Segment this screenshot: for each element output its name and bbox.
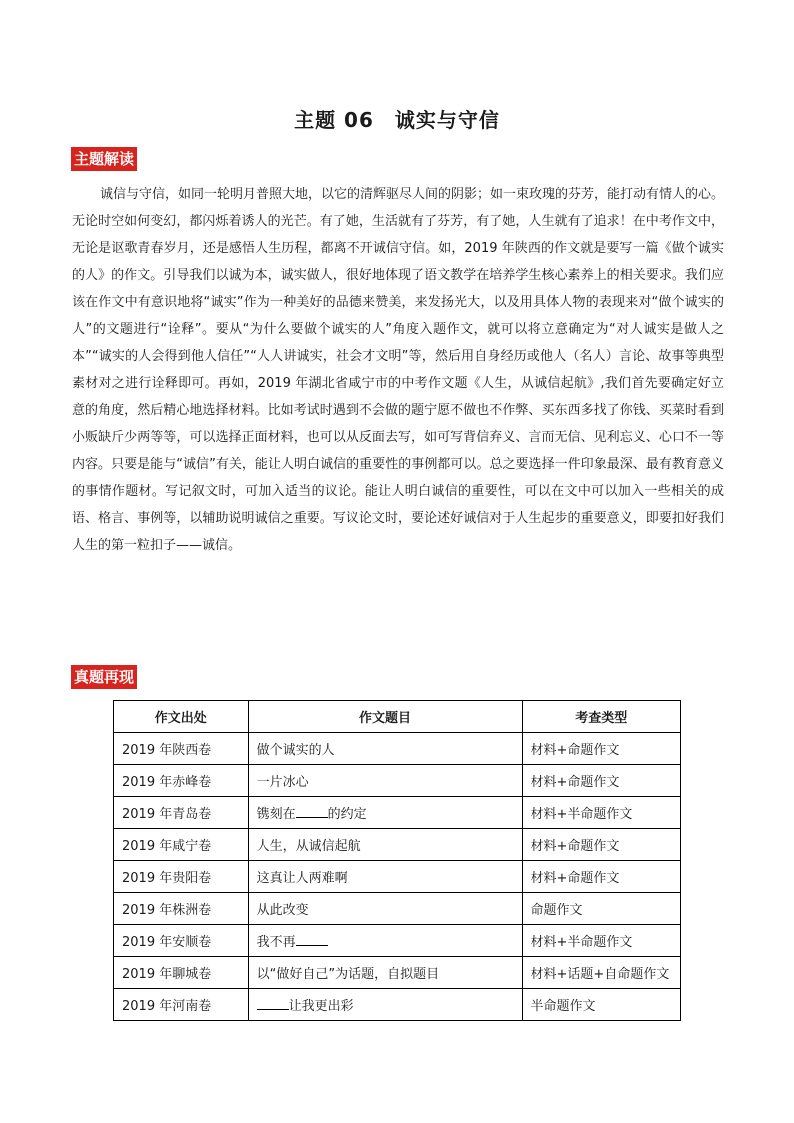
cell-source: 2019 年聊城卷: [114, 957, 249, 989]
table-body: [114, 733, 681, 1021]
cell-topic: [248, 733, 522, 765]
header-source: 作文出处: [114, 701, 249, 733]
cell-source: 2019 年河南卷: [114, 989, 249, 1021]
topic-text-before: 从此改变: [256, 903, 309, 918]
topic-text-before: 以“做好自己”为话题，自拟题目: [256, 967, 440, 982]
cell-source: 2019 年株洲卷: [114, 893, 249, 925]
table-row: [114, 989, 681, 1021]
topic-text-before: 镌刻在: [256, 807, 296, 822]
fill-in-blank: [257, 997, 289, 1010]
cell-source: 2019 年青岛卷: [114, 797, 249, 829]
section-label-exam: 真题再现: [71, 665, 137, 689]
cell-type: 材料+命题作文: [522, 861, 680, 893]
cell-topic: [248, 797, 522, 829]
cell-type: 材料+命题作文: [522, 733, 680, 765]
cell-topic: [248, 957, 522, 989]
header-type: 考查类型: [522, 701, 680, 733]
cell-source: 2019 年贵阳卷: [114, 861, 249, 893]
interpretation-paragraph: 诚信与守信，如同一轮明月普照大地，以它的清辉驱尽人间的阴影；如一束玫瑰的芬芳，能打动有情人的心。无论时空如何变幻，都闪烁着诱人的光芒。有了她，生活就有了芬芳，有了她，人生就有了追求！在中考作文中，无论是讴歌青春岁月，还是感悟人生历程，都离不开诚信守信。如，2019 年陕西的作文就是要写一篇《做个诚实的人》的作文。引导我们以诚为本，诚实做人，很好地体现了语文教学在培养学生核心素养上的相关要求。我们应该在作文中有意识地将“诚实”作为一种美好的品德来赞美，来发扬光大，以及用具体人物的表现来对“做个诚实的人”的文题进行“诠释”。要从“为什么要做个诚实的人”角度入题作文，就可以将立意确定为“对人诚实是做人之本”“诚实的人会得到他人信任”“人人讲诚实，社会才文明”等，然后用自身经历或他人（名人）言论、故事等典型素材对之进行诠释即可。再如，2019 年湖北省咸宁市的中考作文题《人生，从诚信起航》,我们首先要确定好立意的角度，然后精心地选择材料。比如考试时遇到不会做的题宁愿不做也不作弊、买东西多找了你钱、买菜时看到小贩缺斤少两等等，可以选择正面材料，也可以从反面去写，如可写背信弃义、言而无信、见利忘义、心口不一等内容。只要是能与“诚信”有关，能让人明白诚信的重要性的事例都可以。总之要选择一件印象最深、最有教育意义的事情作题材。写记叙文时，可加入适当的议论。能让人明白诚信的重要性，可以在文中可以加入一些相关的成语、格言、事例等，以辅助说明诚信之重要。写议论文时，要论述好诚信对于人生起步的重要意义，即要扣好我们人生的第一粒扣子——诚信。: [72, 187, 725, 553]
fill-in-blank: [296, 805, 328, 818]
table-row: [114, 797, 681, 829]
cell-topic: [248, 925, 522, 957]
cell-type: 材料+半命题作文: [522, 925, 680, 957]
cell-topic: [248, 861, 522, 893]
cell-type: 材料+半命题作文: [522, 797, 680, 829]
table-row: [114, 861, 681, 893]
header-topic: 作文题目: [248, 701, 522, 733]
table-row: [114, 893, 681, 925]
cell-topic: [248, 765, 522, 797]
topic-text-before: 我不再: [256, 935, 296, 950]
table-row: [114, 733, 681, 765]
cell-type: 材料+命题作文: [522, 765, 680, 797]
fill-in-blank: [296, 933, 328, 946]
cell-source: 2019 年咸宁卷: [114, 829, 249, 861]
table-row: [114, 957, 681, 989]
cell-type: 材料+命题作文: [522, 829, 680, 861]
cell-source: 2019 年赤峰卷: [114, 765, 249, 797]
topic-text-before: 人生，从诚信起航: [256, 839, 361, 854]
cell-topic: [248, 989, 522, 1021]
cell-type: 命题作文: [522, 893, 680, 925]
topic-text-after: 让我更出彩: [288, 999, 354, 1014]
cell-source: 2019 年陕西卷: [114, 733, 249, 765]
cell-topic: [248, 893, 522, 925]
cell-type: 材料+话题+自命题作文: [522, 957, 680, 989]
cell-source: 2019 年安顺卷: [114, 925, 249, 957]
section-label-interpretation: 主题解读: [71, 147, 137, 171]
table-header-row: [114, 701, 681, 733]
topic-text-before: 一片冰心: [256, 775, 309, 790]
topic-text-before: 做个诚实的人: [256, 743, 335, 758]
topic-text-before: 这真让人两难啊: [256, 871, 348, 886]
cell-topic: [248, 829, 522, 861]
topic-text-after: 的约定: [327, 807, 367, 822]
cell-type: 半命题作文: [522, 989, 680, 1021]
table-row: [114, 829, 681, 861]
exam-table: [113, 700, 681, 1021]
table-row: [114, 765, 681, 797]
table-row: [114, 925, 681, 957]
page-title: 主题 06 诚实与守信: [294, 108, 500, 132]
